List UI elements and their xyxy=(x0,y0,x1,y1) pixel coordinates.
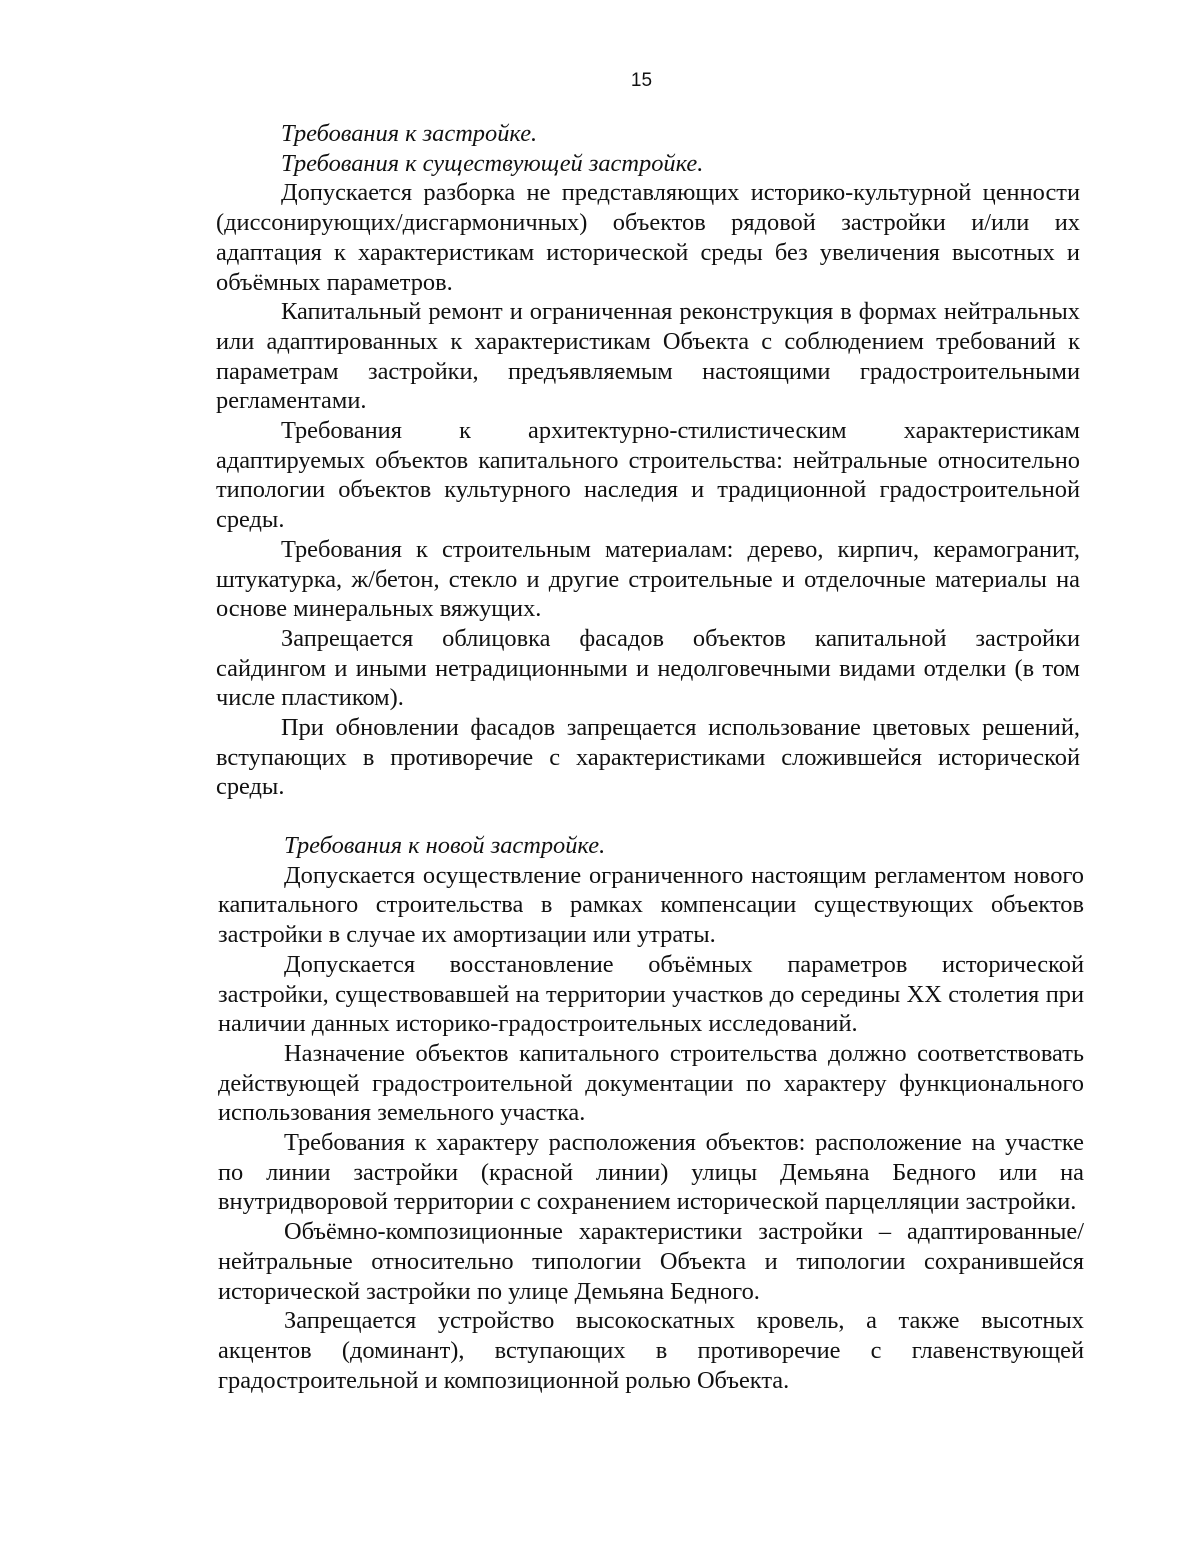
paragraph: При обновлении фасадов запрещается использование цветовых решений, вступающих в противоречие с характеристиками сложившейся исторической среды. xyxy=(216,714,1080,801)
section-heading: Требования к застройке. xyxy=(281,120,538,147)
section-new-buildings xyxy=(218,831,1084,1395)
paragraph: Допускается восстановление объёмных параметров исторической застройки, существовавшей на территории участков до середины XX столетия при наличии данных историко-градостроительных исследований. xyxy=(218,950,1084,1038)
paragraph: Требования к строительным материалам: дерево, кирпич, керамогранит, штукатурка, ж/бетон, стекло и другие строительные и отделочные материалы на основе минеральных вяжущих. xyxy=(216,535,1080,623)
page-number: 15 xyxy=(630,70,653,91)
subsection-heading: Требования к новой застройке. xyxy=(284,832,606,859)
paragraph: Капитальный ремонт и ограниченная реконструкция в формах нейтральных или адаптированных к характеристикам Объекта с соблюдением требований к параметрам застройки, предъявляемым настоящими градостроительными регламентами. xyxy=(216,298,1080,415)
paragraph: Запрещается устройство высокоскатных кровель, а также высотных акцентов (доминант), вступающих в противоречие с главенствующей градостроительной и композиционной ролью Объекта. xyxy=(218,1307,1084,1394)
paragraph: Требования к архитектурно-стилистическим характеристикам адаптируемых объектов капитального строительства: нейтральные относительно типологии объектов культурного наследия и традиционной градостроительной среды. xyxy=(216,417,1080,534)
paragraph: Требования к характеру расположения объектов: расположение на участке по линии застройки (красной линии) улицы Демьяна Бедного или на внутридворовой территории с сохранением исторической парцелляции застройки. xyxy=(218,1129,1084,1216)
paragraph: Допускается разборка не представляющих историко-культурной ценности (диссонирующих/дисгармоничных) объектов рядовой застройки и/или их адаптация к характеристикам исторической среды без увеличения высотных и объёмных параметров. xyxy=(216,179,1080,296)
paragraph: Объёмно-композиционные характеристики застройки – адаптированные/нейтральные относительно типологии Объекта и типологии сохранившейся исторической застройки по улице Демьяна Бедного. xyxy=(218,1218,1084,1305)
paragraph: Допускается осуществление ограниченного настоящим регламентом нового капитального строительства в рамках компенсации существующих объектов застройки в случае их амортизации или утраты. xyxy=(218,861,1084,949)
section-existing-buildings xyxy=(216,119,1080,802)
paragraph: Запрещается облицовка фасадов объектов капитальной застройки сайдингом и иными нетрадиционными и недолговечными видами отделки (в том числе пластиком). xyxy=(216,624,1080,712)
paragraph: Назначение объектов капитального строительства должно соответствовать действующей градостроительной документации по характеру функционального использования земельного участка. xyxy=(218,1039,1084,1127)
subsection-heading: Требования к существующей застройке. xyxy=(281,149,704,177)
